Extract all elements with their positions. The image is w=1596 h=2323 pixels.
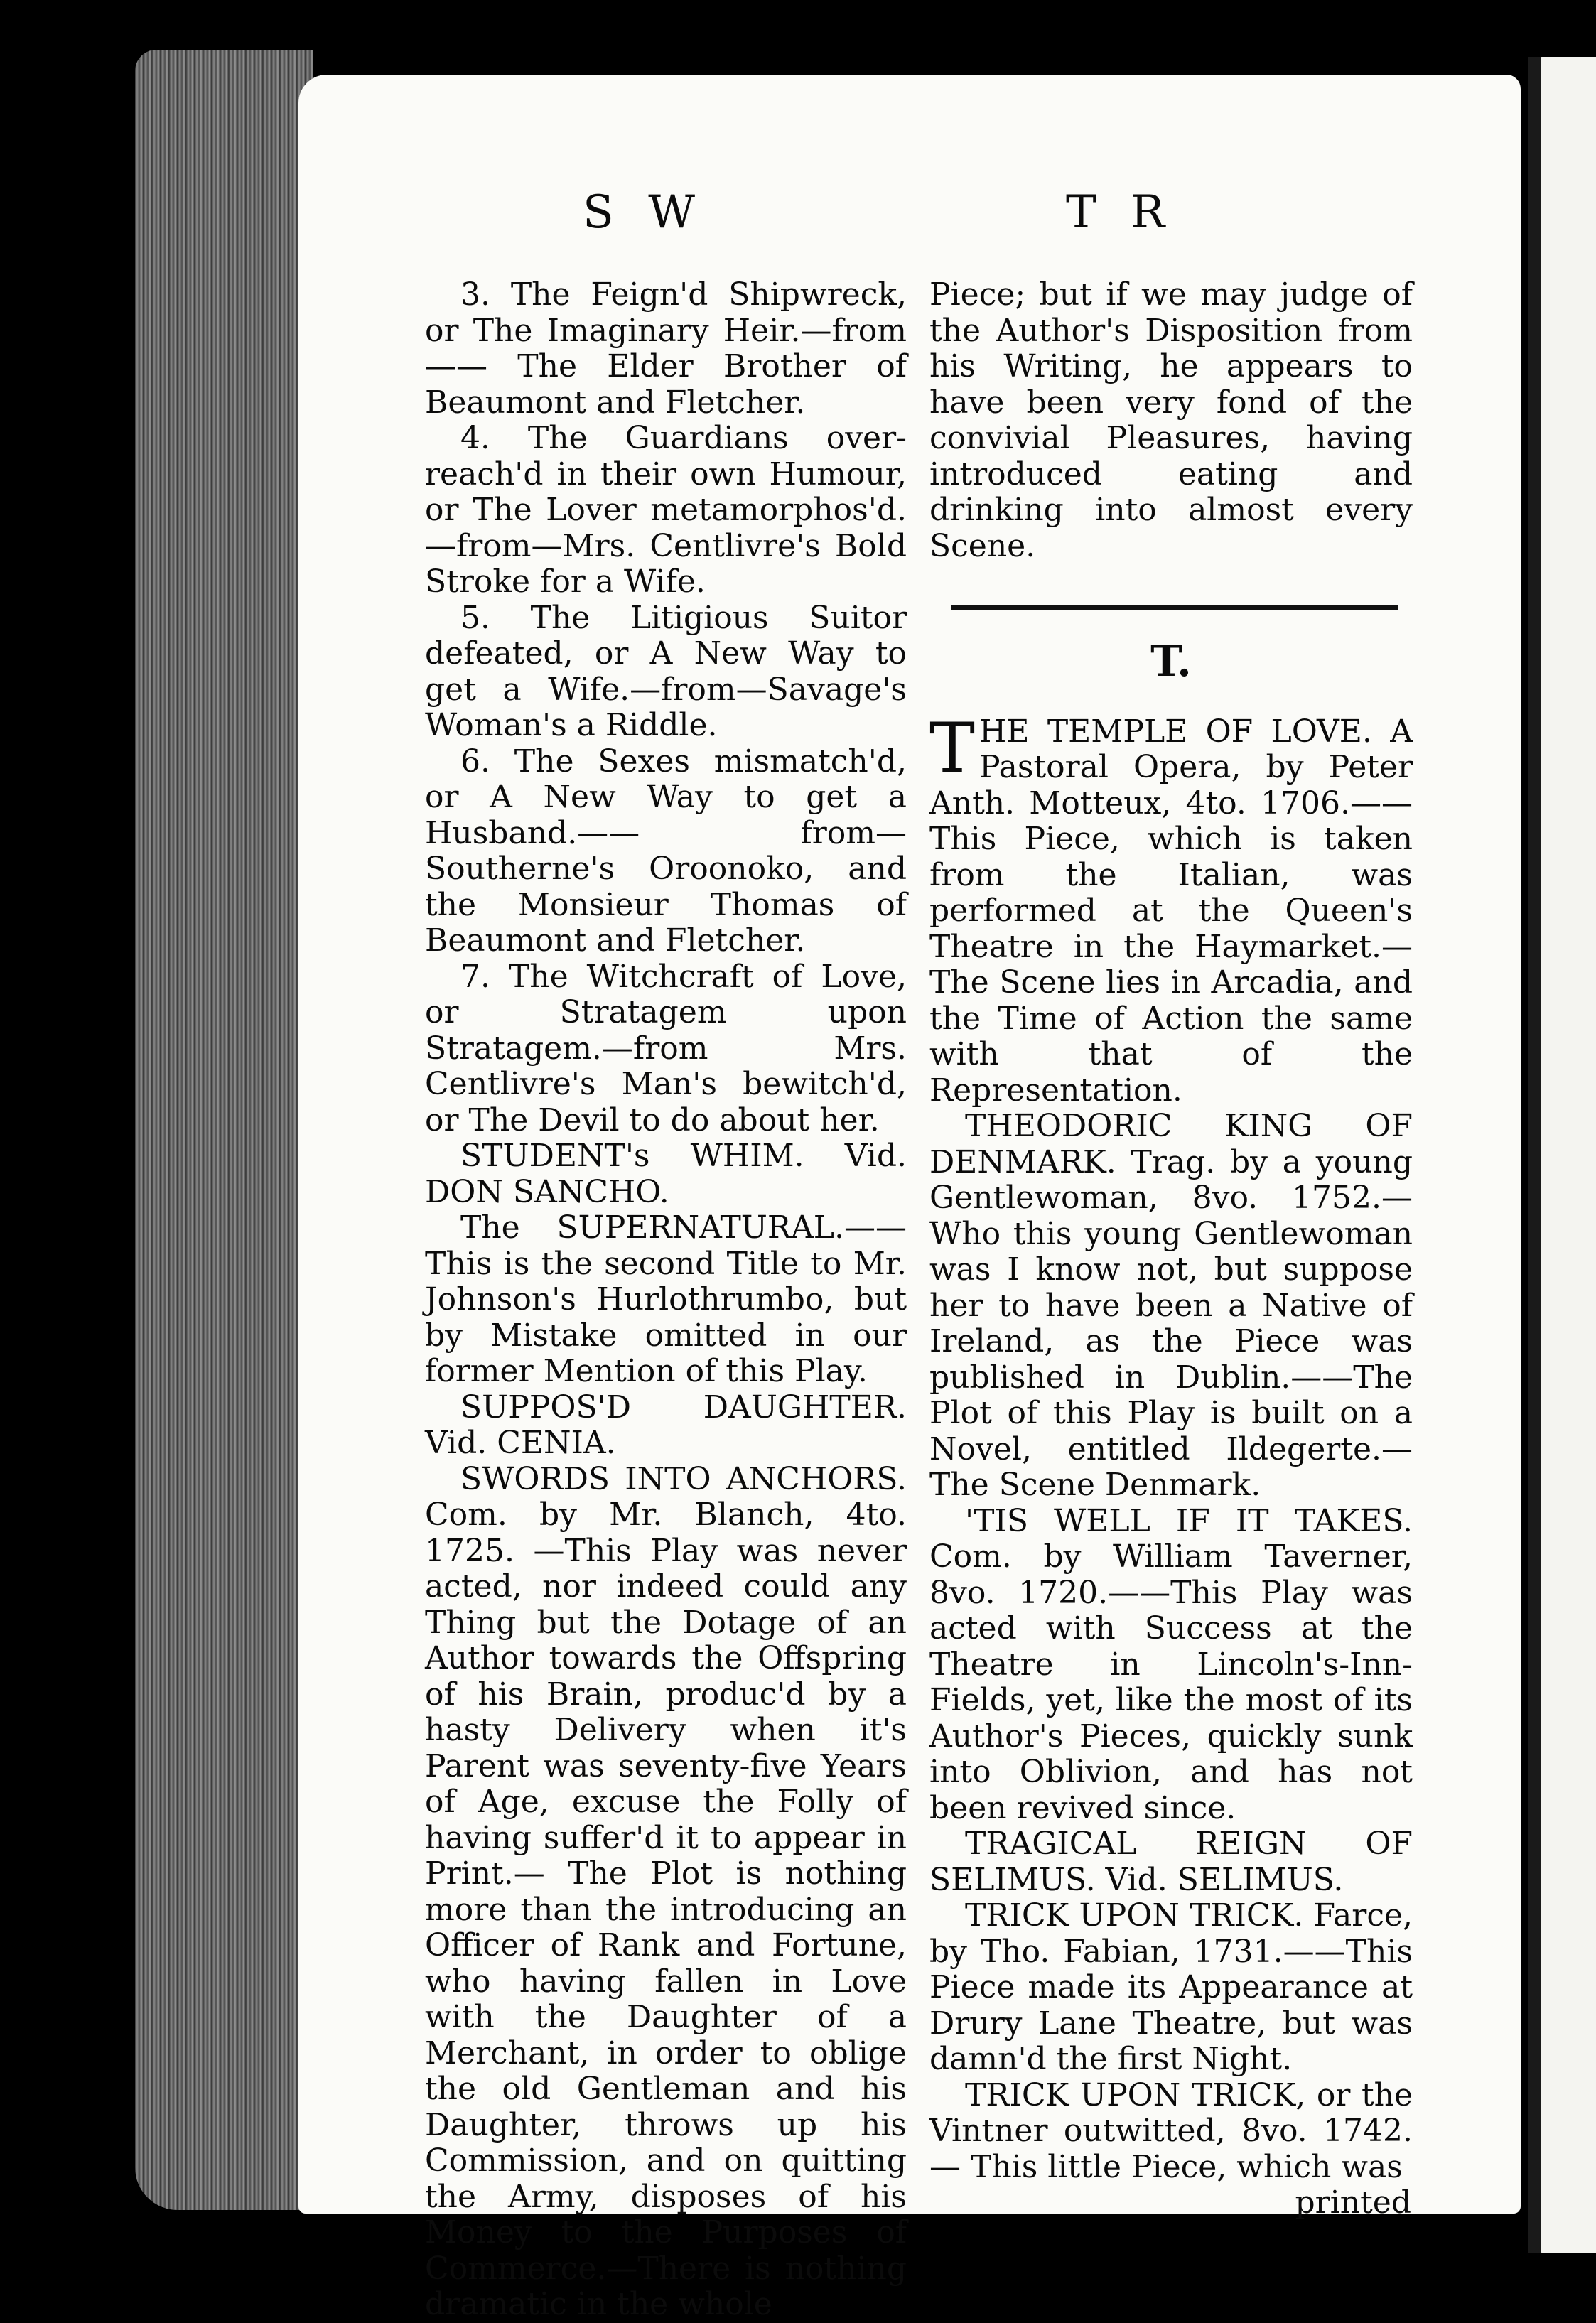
left-entry-9: SWORDS INTO ANCHORS. Com. by Mr. Blanch, 4to. 1725. —This Play was never acted, nor indeed could any Thing but the Dotage of an Author towards the Offspring of his Brain, produc'd by a hasty Delivery when it's Parent was seventy-five Years of Age, excuse the Folly of having suffer'd it to appear in Print.— The Plot is nothing more than the introducing an Officer of Rank and Fortune, who having fallen in Love with the Daughter of a Merchant, in order to oblige the old Gentleman and his Daughter, throws up his Commission, and on quitting the Army, disposes of his Money to the Purposes of Commerce.—There is nothing dramatic in the whole bbox=[425, 1460, 907, 2322]
left-entry-5: 7. The Witchcraft of Love, or Stratagem upon Stratagem.—from Mrs. Centlivre's Man's bewitch'd, or The Devil to do about her. bbox=[425, 958, 907, 1138]
right-column bbox=[929, 277, 1413, 2221]
left-entry-8: SUPPOS'D DAUGHTER. Vid. CENIA. bbox=[425, 1389, 907, 1461]
drop-cap: T bbox=[929, 708, 976, 788]
right-entry-1-text: HE TEMPLE OF LOVE. A Pastoral Opera, by Peter Anth. Motteux, 4to. 1706.—— This Piece, which is taken from the Italian, was performed at the Queen's Theatre in the Haymarket.—The Scene lies in Arcadia, and the Time of Action the same with that of the Representation. bbox=[929, 713, 1413, 1109]
running-head-left: S W bbox=[583, 186, 705, 239]
facing-page-edge bbox=[1528, 57, 1596, 2253]
book-fore-edge bbox=[135, 50, 313, 2210]
right-entry-6: TRICK UPON TRICK, or the Vintner outwitted, 8vo. 1742.— This little Piece, which was bbox=[929, 2076, 1413, 2185]
left-entry-4: 6. The Sexes mismatch'd, or A New Way to get a Husband.—— from—Southerne's Oroonoko, and the Monsieur Thomas of Beaumont and Fletcher. bbox=[425, 743, 907, 959]
section-rule bbox=[951, 605, 1398, 610]
left-entry-6: STUDENT's WHIM. Vid. DON SANCHO. bbox=[425, 1138, 907, 1210]
right-entry-2: THEODORIC KING OF DENMARK. Trag. by a young Gentlewoman, 8vo. 1752.—Who this young Gentlewoman was I know not, but suppose her to have been a Native of Ireland, as the Piece was published in Dublin.——The Plot of this Play is built on a Novel, entitled Ildegerte.—The Scene Denmark. bbox=[929, 1108, 1413, 1503]
right-continuation: Piece; but if we may judge of the Author's Disposition from his Writing, he appears to have been very fond of the convivial Pleasures, having introduced eating and drinking into almost every Scene. bbox=[929, 276, 1413, 564]
left-entry-3: 5. The Litigious Suitor defeated, or A New Way to get a Wife.—from—Savage's Woman's a Riddle. bbox=[425, 599, 907, 743]
right-entry-1 bbox=[929, 708, 1413, 1109]
right-entry-4: TRAGICAL REIGN OF SELIMUS. Vid. SELIMUS. bbox=[929, 1826, 1413, 1898]
section-letter: T. bbox=[1150, 637, 1192, 686]
left-entry-1: 3. The Feign'd Shipwreck, or The Imaginary Heir.—from—— The Elder Brother of Beaumont and Fletcher. bbox=[425, 276, 907, 421]
right-entry-5: TRICK UPON TRICK. Farce, by Tho. Fabian, 1731.——This Piece made its Appearance at Drury Lane Theatre, but was damn'd the first Night. bbox=[929, 1897, 1413, 2077]
running-head-right: T R bbox=[1066, 186, 1175, 239]
left-entry-2: 4. The Guardians over-reach'd in their own Humour, or The Lover metamorphos'd.—from—Mrs. Centlivre's Bold Stroke for a Wife. bbox=[425, 420, 907, 600]
catchword: printed bbox=[1295, 2184, 1411, 2221]
right-entry-3: 'TIS WELL IF IT TAKES. Com. by William Taverner, 8vo. 1720.——This Play was acted with Success at the Theatre in Lincoln's-Inn-Fields, yet, like the most of its Author's Pieces, quickly sunk into Oblivion, and has not been revived since. bbox=[929, 1502, 1413, 1826]
left-entry-7: The SUPERNATURAL.—— This is the second Title to Mr. Johnson's Hurlothrumbo, but by Mistake omitted in our former Mention of this Play. bbox=[425, 1209, 907, 1389]
left-column bbox=[425, 277, 907, 2323]
